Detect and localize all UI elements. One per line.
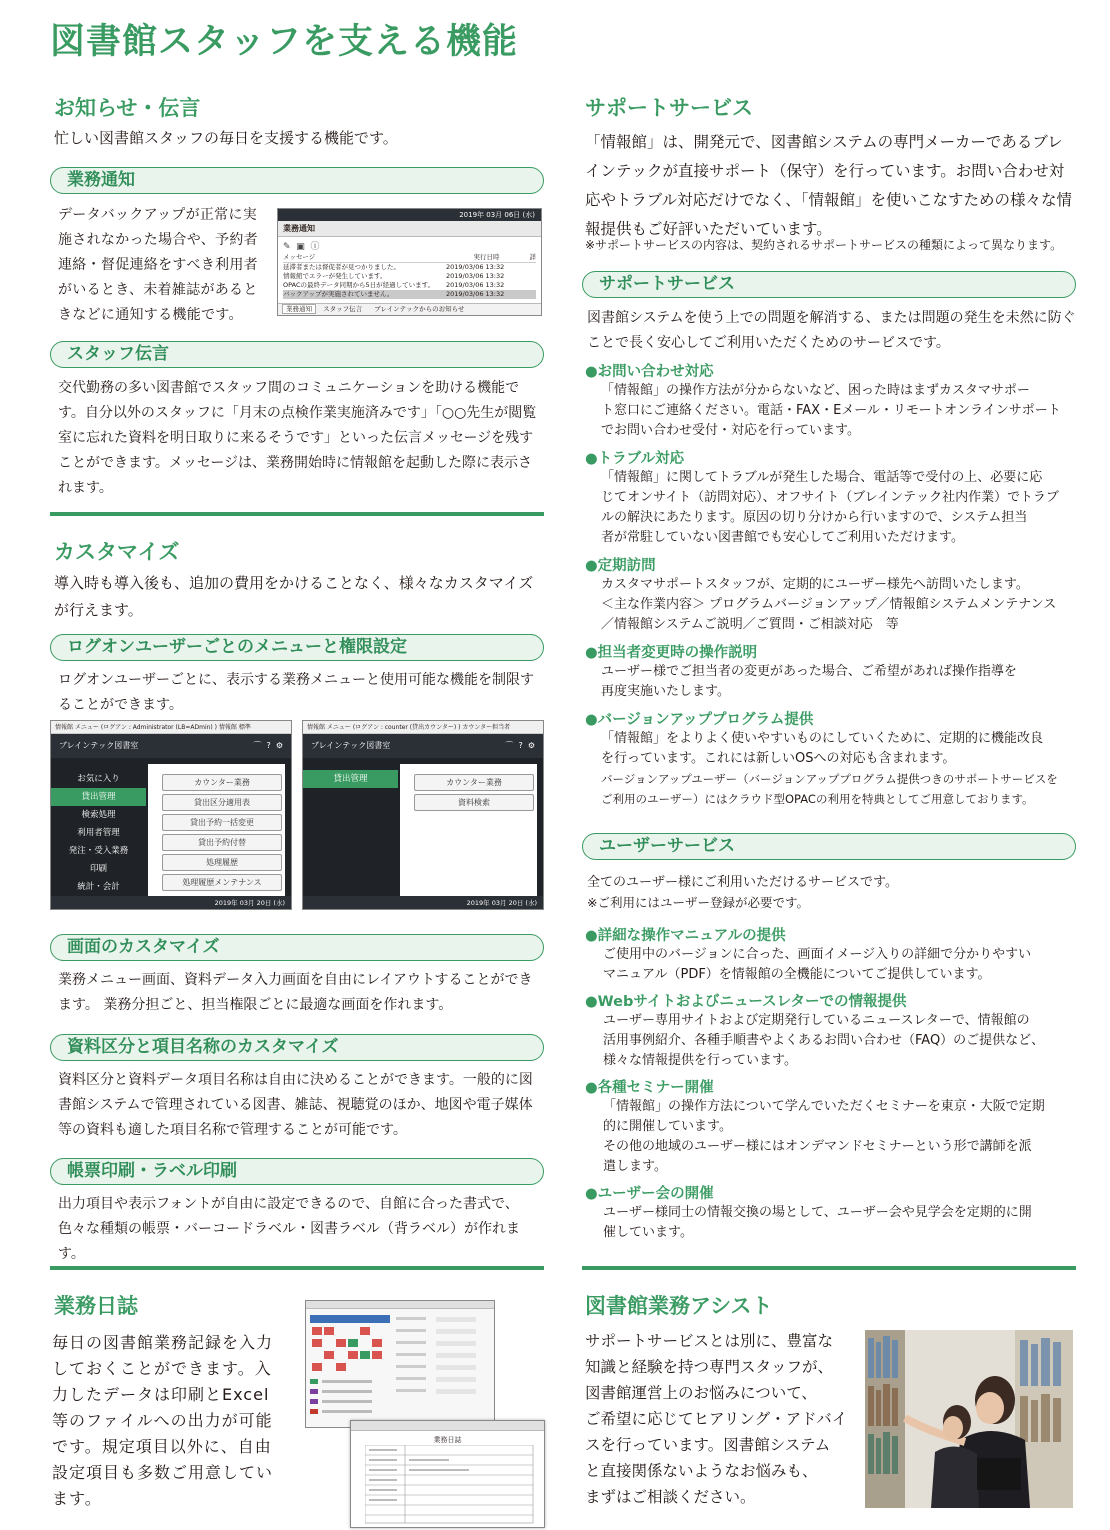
user-item-text: ユーザー様同士の情報交換の場として、ユーザー会や見学会を定期的に開 催しています。 [603,1205,1032,1240]
shot2-button[interactable]: 資料検索 [414,794,534,811]
shot1-app-name: ブレインテック図書室 [59,741,139,750]
item-subheading: 資料区分と項目名称のカスタマイズ [50,1034,544,1061]
notice-heading: お知らせ・伝言 [54,96,201,120]
customize-intro: 導入時も導入後も、追加の費用をかけることなく、様々なカスタマイズが行えます。 [54,574,534,619]
support-item-head: ●お問い合わせ対応 [585,364,714,380]
assist-heading: 図書館業務アシスト [585,1294,773,1318]
diary-print-screenshot [350,1420,545,1528]
gyomu-subheading: 業務通知 [50,167,544,194]
gyomu-shot-table [278,253,541,305]
col-message: メッセージ [283,253,316,261]
user-item-head: ●詳細な操作マニュアルの提供 [585,928,786,944]
pin-icon[interactable]: ✎ [283,242,291,252]
tab-braintech[interactable]: ブレインテックからのお知らせ [374,305,465,313]
diary-doc-title: 業務日誌 [433,1436,462,1444]
divider [50,1266,544,1270]
gyomu-shot-panel-title: 業務通知 [278,221,541,237]
support-item-head: ●担当者変更時の操作説明 [585,645,758,661]
shot1-icons[interactable]: ⌒ ? ⚙ [253,741,283,750]
menu-item[interactable]: 統計・会計 [77,882,120,892]
shot1-titlebar: 情報館 メニュー (ログアン : Administrator (LB=ADmin) ) 情報館 標準 [51,721,291,734]
shot1-button[interactable]: 貸出区分適用表 [162,794,282,811]
menu-item-active[interactable]: 貸出管理 [303,770,398,788]
shot1-button[interactable]: 貸出予約一括変更 [162,814,282,831]
shot2-titlebar: 情報館 メニュー (ログアン : counter (貸出カウンター) ) カウンター担当者 [303,721,543,734]
diary-doc-table [365,1445,535,1528]
menu-item[interactable]: 印刷 [89,864,107,874]
menu-item-active[interactable]: 貸出管理 [51,788,146,806]
shot2-button[interactable]: カウンター業務 [414,774,534,791]
notice-intro: 忙しい図書館スタッフの毎日を支援する機能です。 [54,129,398,147]
shot2-button-panel [400,764,537,896]
support-item-text: 「情報館」の操作方法が分からないなど、困った時はまずカスタマサポー ト窓口にご連絡ください。電話・FAX・Eメール・リモートオンラインサポート でお問い合わせ受付・対応を行っています。 [601,383,1061,438]
item-text: 資料区分と資料データ項目名称は自由に決めることができます。一般的に図書館システムで管理されている図書、雑誌、視聴覚のほか、地図や電子媒体等の資料も適した項目名称で管理することが可能です。 [58,1072,533,1138]
staff-at-bookshelf-image [865,1330,1073,1508]
support-item-text: 「情報館」をよりよく使いやすいものにしていくために、定期的に機能改良 を行っています。これには新しいOSへの対応も含まれます。 バージョンアップユーザー（バージョンアッププログラム提供つきのサポートサービスを ご利用のユーザー）にはクラウド型OPACの利用を特典としてご用意しております。 [601,731,1058,806]
support-note: ※サポートサービスの内容は、契約されるサポートサービスの種類によって異なります。 [585,238,1063,252]
user-item-text: 「情報館」の操作方法について学んでいただくセミナーを東京・大阪で定期 的に開催しています。 その他の地域のユーザー様にはオンデマンドセミナーという形で講師を派 遣します。 [603,1099,1045,1174]
user-item-head: ●Webサイトおよびニュースレターでの情報提供 [585,994,907,1010]
menu-item[interactable]: 発注・受入業務 [68,846,129,856]
customize-heading: カスタマイズ [54,540,180,564]
diary-heading: 業務日誌 [54,1294,138,1318]
support-items [585,360,1077,809]
support-item-head: ●定期訪問 [585,558,656,574]
diary-text: 毎日の図書館業務記録を入力しておくことができます。入力したデータは印刷とExcel等のファイルへの出力が可能です。規定項目以外に、自由設定項目も多数ご用意しています。 [52,1333,274,1508]
menu-item[interactable]: お気に入り [77,774,120,784]
table-row[interactable]: OPACの最終データ同期から5日が経過しています。 2019/03/06 13:32 [283,281,505,289]
user-note: ※ご利用にはユーザー登録が必要です。 [587,895,809,910]
gyomu-screenshot [277,208,542,316]
gyomu-shot-date: 2019年 03月 06日 (水) [278,209,541,221]
help-icon[interactable]: ⓘ [310,242,320,252]
shot1-button[interactable]: カウンター業務 [162,774,282,791]
user-item-text: ご使用中のバージョンに合った、画面イメージ入りの詳細で分かりやすい マニュアル（PDF）を情報館の全機能についてご提供しています。 [603,947,1032,982]
shot2-body [303,758,543,896]
col-detail: 詳 [529,253,536,261]
shot1-button[interactable]: 処理履歴 [162,854,282,871]
shot1-button-panel [148,764,285,896]
shot1-button[interactable]: 処理履歴メンテナンス [162,874,282,891]
support-heading: サポートサービス [585,96,753,120]
page-title: 図書館スタッフを支える機能 [50,22,519,62]
support-item-text: ユーザー様でご担当者の変更があった場合、ご希望があれば操作指導を 再度実施いたします。 [601,664,1017,699]
menu-screenshot-counter [302,720,544,910]
diary-app-screenshot [305,1300,495,1428]
user-item-head: ●各種セミナー開催 [585,1080,714,1096]
user-items [585,924,1077,1243]
tab-staff[interactable]: スタッフ伝言 [323,305,363,313]
user-item-text: ユーザー専用サイトおよび定期発行しているニュースレターで、情報館の 活用事例紹介、各種手順書やよくあるお問い合わせ（FAQ）のご提供など、 様々な情報提供を行っています。 [603,1013,1045,1068]
menu-item[interactable]: 検索処理 [81,810,116,820]
gyomu-shot-toolbar [278,237,541,253]
print-text: 出力項目や表示フォントが自由に設定できるので、自館に合った書式で、色々な種類の帳票・バーコードラベル・図書ラベル（背ラベル）が作れます。 [58,1196,520,1262]
support-intro: 「情報館」は、開発元で、図書館システムの専門メーカーであるブレインテックが直接サポート（保守）を行っています。お問い合わせ対応やトラブル対応だけでなく、「情報館」を使いこなすための様々な情報提供もご好評いただいています。 [585,133,1073,238]
screen-text: 業務メニュー画面、資料データ入力画面を自由にレイアウトすることができます。 業務分担ごと、担当権限ごとに最適な画面を作れます。 [58,972,533,1013]
table-row[interactable]: 延滞者または督促者が見つかりました。 2019/03/06 13:32 [283,263,505,271]
gyomu-text: データバックアップが正常に実施されなかった場合や、予約者連絡・督促連絡をすべき利用者がいるとき、未着雑誌があるときなどに通知する機能です。 [58,207,258,323]
support-sub-text: 図書館システムを使う上での問題を解消する、または問題の発生を未然に防ぐことで長く安心してご利用いただくためのサービスです。 [587,310,1076,351]
support-subheading: サポートサービス [582,271,1076,298]
staff-subheading: スタッフ伝言 [50,341,544,368]
diary-calendar [310,1315,390,1373]
support-item-text: カスタマサポートスタッフが、定期的にユーザー様先へ訪問いたします。 ＜主な作業内容＞ プログラムバージョンアップ／情報館システムメンテナンス ／情報館システムご説明／ご質問・ご相談対応 等 [601,577,1057,632]
user-intro: 全てのユーザー様にご利用いただけるサービスです。 [587,875,898,890]
divider [582,1266,1076,1270]
shot1-button[interactable]: 貸出予約付替 [162,834,282,851]
assist-photo [865,1330,1073,1508]
menu-text: ログオンユーザーごとに、表示する業務メニューと使用可能な機能を制限することができます。 [58,672,534,713]
calendar-grid [310,1315,390,1373]
shot2-date: 2019年 03月 20日 (水) [303,896,543,910]
shot1-body [51,758,291,896]
table-row[interactable]: バックアップが実施されていません。 2019/03/06 13:32 [283,290,536,299]
support-item-text: 「情報館」に関してトラブルが発生した場合、電話等で受付の上、必要に応 じてオンサイト（訪問対応）、オフサイト（ブレインテック社内作業）でトラブ ルの解決にあたります。原因の切り分けから行いますので、システム担当 者が常駐していない図書館でも安心してご利用いただけます。 [601,470,1059,545]
menu-subheading: ログオンユーザーごとのメニューと権限設定 [50,634,544,661]
user-item-head: ●ユーザー会の開催 [585,1186,714,1202]
staff-text: 交代勤務の多い図書館でスタッフ間のコミュニケーションを助ける機能です。自分以外のスタッフに「月末の点検作業実施済みです」「○○先生が閲覧室に忘れた資料を明日取りに来るそうです」といった伝言メッセージを残すことができます。メッセージは、業務開始時に情報館を起動した際に表示されます。 [58,380,537,496]
tab-gyomu[interactable]: 業務通知 [282,304,316,314]
shot1-date: 2019年 03月 20日 (水) [51,896,291,910]
print-subheading: 帳票印刷・ラベル印刷 [50,1158,544,1185]
menu-screenshot-admin [50,720,292,910]
table-row[interactable]: 情報館でエラーが発生しています。 2019/03/06 13:32 [283,272,505,280]
user-subheading: ユーザーサービス [582,833,1076,860]
assist-text: サポートサービスとは別に、豊富な 知識と経験を持つ専門スタッフが、 図書館運営上のお悩みについて、 ご希望に応じてヒアリング・アドバイ スを行っています。図書館システム と直接関係ないようなお悩みも、 まずはご相談ください。 [585,1332,848,1506]
screen-subheading: 画面のカスタマイズ [50,934,544,961]
support-item-head: ●バージョンアッププログラム提供 [585,712,814,728]
shot2-app-name: ブレインテック図書室 [311,741,391,750]
clipboard-icon[interactable]: ▣ [296,242,305,252]
shot2-appbar [303,734,543,758]
gyomu-shot-tabs [278,303,541,315]
support-item-head: ●トラブル対応 [585,451,685,467]
col-date: 実行日時 [473,253,500,261]
shot1-appbar [51,734,291,758]
diary-form-lines [396,1315,490,1423]
shot2-icons[interactable]: ⌒ ? ⚙ [505,741,535,750]
menu-item[interactable]: 利用者管理 [77,828,120,838]
divider [50,512,544,516]
